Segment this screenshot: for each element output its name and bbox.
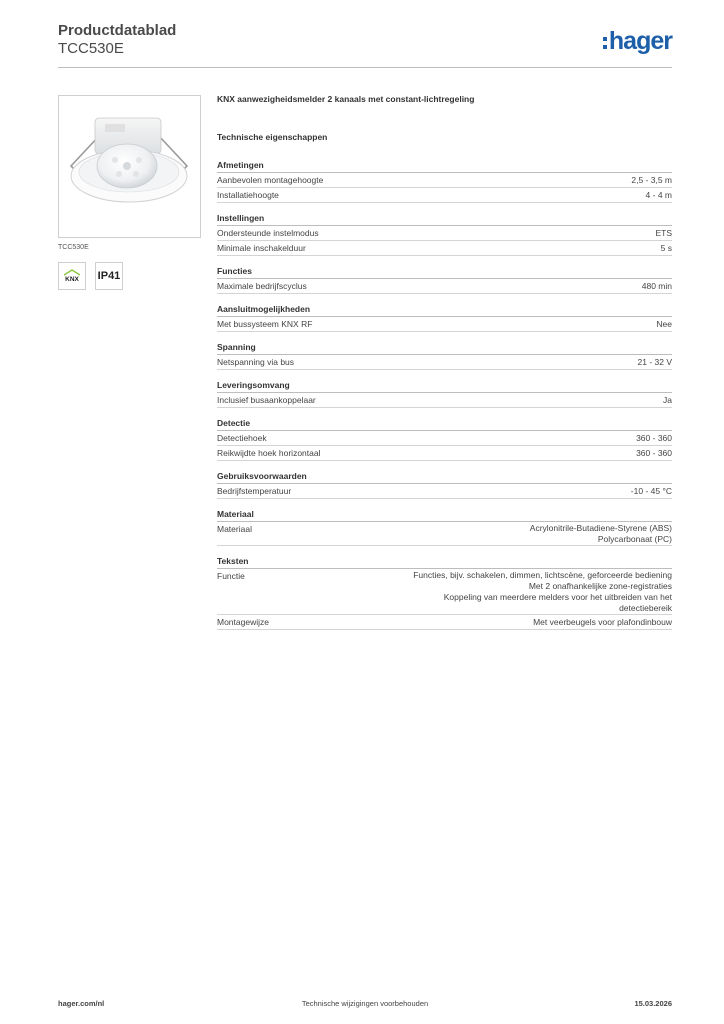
knx-badge — [58, 262, 86, 290]
spec-value: 480 min — [641, 281, 672, 291]
spec-group-heading: Afmetingen — [217, 159, 672, 173]
spec-label: Materiaal — [217, 524, 252, 534]
brand-name: hager — [608, 26, 672, 55]
spec-value — [530, 523, 672, 545]
spec-value: Ja — [663, 395, 672, 405]
spec-row — [217, 431, 672, 446]
image-caption: TCC530E — [58, 244, 89, 251]
spec-label: Netspanning via bus — [217, 357, 295, 367]
product-image — [58, 95, 201, 238]
spec-value: 4 - 4 m — [645, 190, 672, 200]
spec-value: Nee — [656, 319, 672, 329]
page-header — [58, 22, 672, 68]
spec-value-line: Functies, bijv. schakelen, dimmen, lichtscène, geforceerde bediening — [413, 570, 672, 580]
spec-group-heading: Leveringsomvang — [217, 379, 672, 393]
spec-value: -10 - 45 °C — [630, 486, 672, 496]
spec-group — [217, 265, 672, 294]
footer-website: hager.com/nl — [58, 999, 105, 1008]
specifications — [217, 93, 672, 630]
spec-value: 360 - 360 — [636, 433, 672, 443]
spec-groups — [217, 159, 672, 630]
spec-value-line: detectiebereik — [619, 603, 672, 613]
spec-row — [217, 569, 672, 615]
spec-group — [217, 379, 672, 408]
spec-group — [217, 159, 672, 203]
spec-row — [217, 241, 672, 256]
footer-disclaimer: Technische wijzigingen voorbehouden — [301, 999, 429, 1008]
spec-value-line: Polycarbonaat (PC) — [597, 534, 672, 544]
spec-group-heading: Detectie — [217, 417, 672, 431]
spec-group — [217, 555, 672, 630]
spec-label: Installatiehoogte — [217, 190, 279, 200]
spec-group-heading: Spanning — [217, 341, 672, 355]
spec-label: Functie — [217, 571, 245, 581]
spec-value: 21 - 32 V — [637, 357, 672, 367]
knx-badge-text: KNX — [65, 276, 79, 283]
spec-label: Reikwijdte hoek horizontaal — [217, 448, 321, 458]
spec-value: ETS — [655, 228, 672, 238]
product-description: KNX aanwezigheidsmelder 2 kanaals met constant-lichtregeling — [217, 94, 475, 104]
spec-group-heading: Materiaal — [217, 508, 672, 522]
spec-group — [217, 470, 672, 499]
knx-logo-icon — [61, 269, 83, 283]
spec-row — [217, 279, 672, 294]
spec-group — [217, 417, 672, 461]
spec-row — [217, 484, 672, 499]
hager-logo — [603, 28, 672, 54]
spec-group-heading: Gebruiksvoorwaarden — [217, 470, 672, 484]
section-title: Technische eigenschappen — [217, 132, 328, 142]
spec-group-heading: Aansluitmogelijkheden — [217, 303, 672, 317]
spec-row — [217, 355, 672, 370]
spec-row — [217, 446, 672, 461]
spec-row — [217, 522, 672, 546]
spec-row — [217, 226, 672, 241]
spec-label: Minimale inschakelduur — [217, 243, 306, 253]
spec-value — [413, 570, 672, 614]
spec-value: 360 - 360 — [636, 448, 672, 458]
ip-rating-badge: IP41 — [95, 262, 123, 290]
spec-group — [217, 341, 672, 370]
presence-detector-image — [59, 96, 200, 237]
spec-label: Met bussysteem KNX RF — [217, 319, 313, 329]
spec-value: 5 s — [660, 243, 672, 253]
spec-value-line: Koppeling van meerdere melders voor het uitbreiden van het — [443, 592, 672, 602]
product-code: TCC530E — [58, 40, 124, 57]
spec-row — [217, 393, 672, 408]
spec-value-line: Met 2 onafhankelijke zone-registraties — [528, 581, 672, 591]
spec-label: Montagewijze — [217, 617, 269, 627]
page-footer — [58, 999, 672, 1013]
spec-row — [217, 188, 672, 203]
spec-group — [217, 303, 672, 332]
spec-label: Maximale bedrijfscyclus — [217, 281, 307, 291]
spec-group-heading: Instellingen — [217, 212, 672, 226]
spec-label: Inclusief busaankoppelaar — [217, 395, 316, 405]
document-title: Productdatablad — [58, 22, 177, 39]
spec-value-line: Acrylonitrile-Butadiene-Styrene (ABS) — [529, 523, 672, 533]
spec-label: Aanbevolen montagehoogte — [217, 175, 324, 185]
spec-row — [217, 317, 672, 332]
spec-label: Bedrijfstemperatuur — [217, 486, 292, 496]
spec-value: 2,5 - 3,5 m — [631, 175, 672, 185]
spec-group-heading: Teksten — [217, 555, 672, 569]
spec-row — [217, 615, 672, 630]
spec-group — [217, 212, 672, 256]
spec-label: Ondersteunde instelmodus — [217, 228, 319, 238]
spec-value: Met veerbeugels voor plafondinbouw — [533, 617, 672, 627]
logo-colon-icon — [603, 37, 607, 49]
spec-group-heading: Functies — [217, 265, 672, 279]
spec-row — [217, 173, 672, 188]
spec-group — [217, 508, 672, 546]
spec-label: Detectiehoek — [217, 433, 267, 443]
footer-date: 15.03.2026 — [634, 999, 672, 1008]
